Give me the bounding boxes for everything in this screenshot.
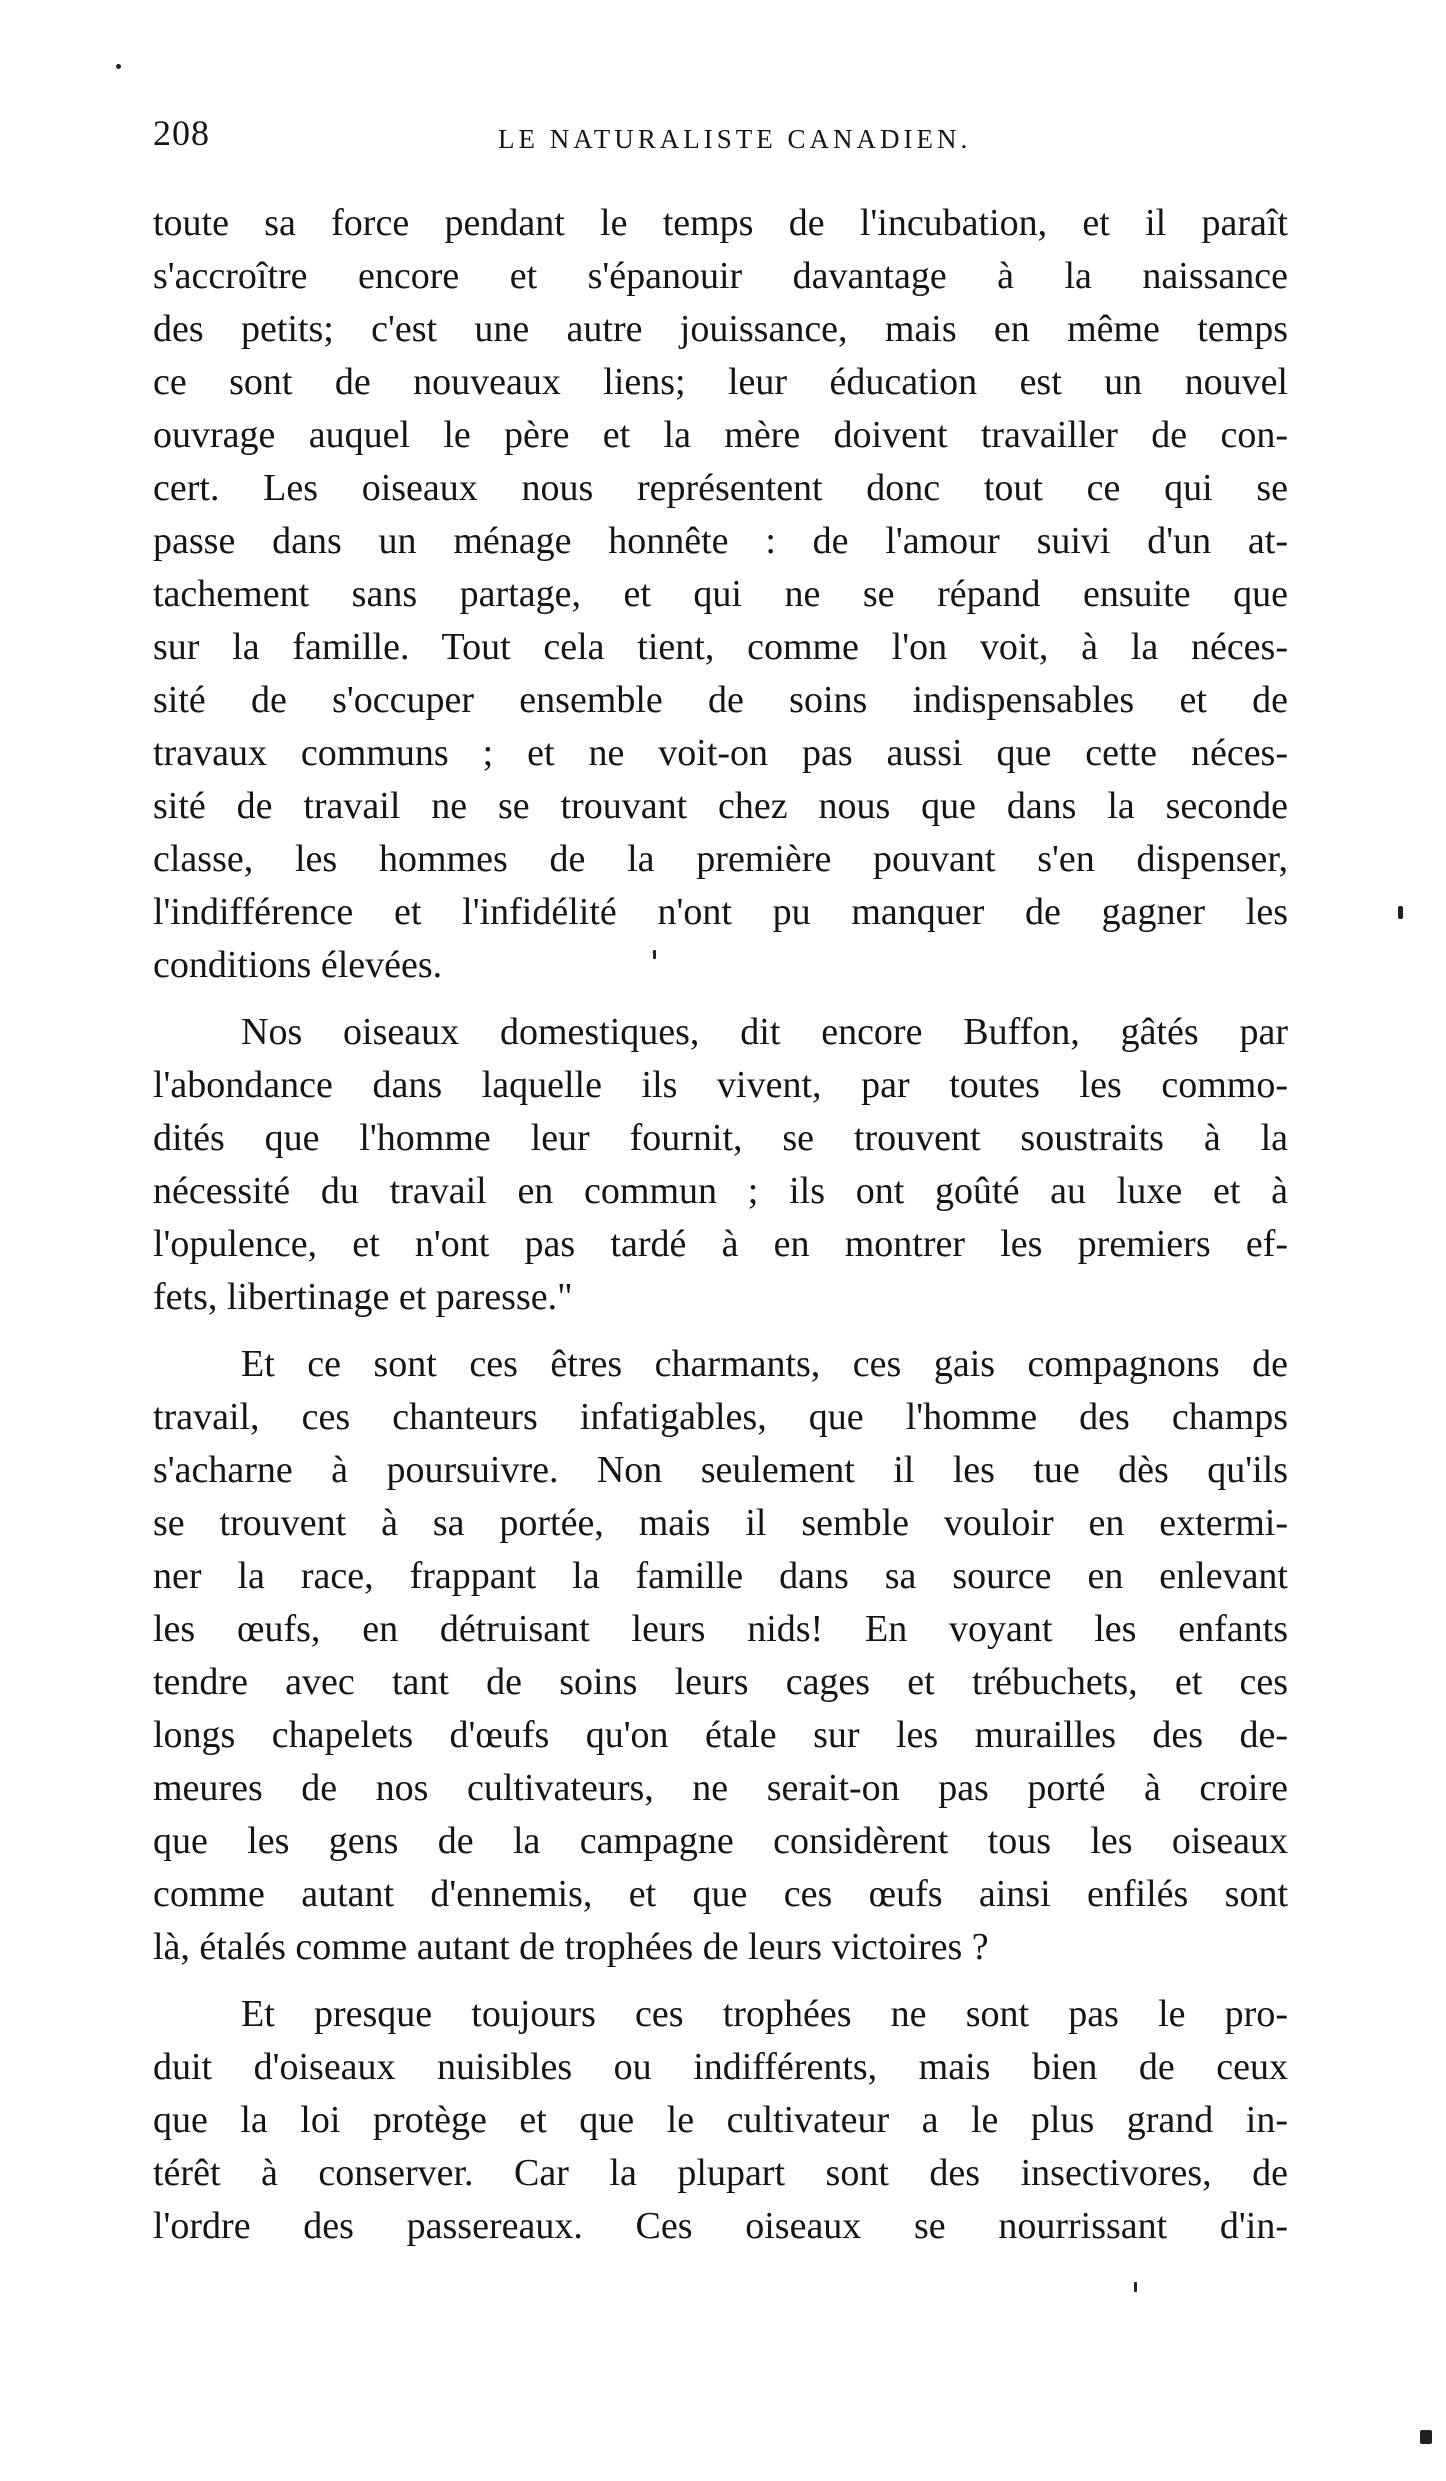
text-line: tachement sans partage, et qui ne se répand ensuite que (153, 573, 1288, 615)
text-line: que les gens de la campagne considèrent tous les oiseaux (153, 1820, 1288, 1862)
scan-speck (1134, 2282, 1137, 2292)
running-title: LE NATURALISTE CANADIEN. (498, 124, 972, 154)
text-line: l'abondance dans laquelle ils vivent, par toutes les commo- (153, 1064, 1288, 1106)
text-line: l'opulence, et n'ont pas tardé à en montrer les premiers ef- (153, 1223, 1288, 1265)
text-line: l'indifférence et l'infidélité n'ont pu manquer de gagner les (153, 891, 1288, 933)
text-line: sité de s'occuper ensemble de soins indispensables et de (153, 679, 1288, 721)
paragraph (153, 1338, 1288, 1974)
text-line: comme autant d'ennemis, et que ces œufs ainsi enfilés sont (153, 1873, 1288, 1915)
page-header (153, 112, 1288, 172)
text-line: meures de nos cultivateurs, ne serait-on pas porté à croire (153, 1767, 1288, 1809)
text-line: nécessité du travail en commun ; ils ont goûté au luxe et à (153, 1170, 1288, 1212)
scan-speck (116, 64, 121, 69)
text-line: des petits; c'est une autre jouissance, mais en même temps (153, 308, 1288, 350)
text-line: ce sont de nouveaux liens; leur éducation est un nouvel (153, 361, 1288, 403)
text-line: passe dans un ménage honnête : de l'amour suivi d'un at- (153, 520, 1288, 562)
paragraph (153, 1988, 1288, 2253)
text-line: sité de travail ne se trouvant chez nous que dans la seconde (153, 785, 1288, 827)
text-line: toute sa force pendant le temps de l'incubation, et il paraît (153, 202, 1288, 244)
paragraph (153, 1006, 1288, 1324)
body-text (153, 197, 1288, 2253)
text-line: l'ordre des passereaux. Ces oiseaux se nourrissant d'in- (153, 2205, 1288, 2247)
text-line: s'accroître encore et s'épanouir davantage à la naissance (153, 255, 1288, 297)
text-line: se trouvent à sa portée, mais il semble vouloir en extermi- (153, 1502, 1288, 1544)
paragraph-gap (153, 1974, 1288, 1988)
text-line: longs chapelets d'œufs qu'on étale sur les murailles des de- (153, 1714, 1288, 1756)
scan-speck (1420, 2430, 1432, 2444)
paragraph-gap (153, 1324, 1288, 1338)
text-line: fets, libertinage et paresse." (153, 1276, 573, 1318)
text-line: duit d'oiseaux nuisibles ou indifférents, mais bien de ceux (153, 2046, 1288, 2088)
scan-speck (1398, 906, 1403, 919)
text-line: Nos oiseaux domestiques, dit encore Buffon, gâtés par (241, 1011, 1288, 1053)
text-line: là, étalés comme autant de trophées de leurs victoires ? (153, 1926, 989, 1968)
text-line: travail, ces chanteurs infatigables, que l'homme des champs (153, 1396, 1288, 1438)
text-line: ner la race, frappant la famille dans sa source en enlevant (153, 1555, 1288, 1597)
paragraph (153, 197, 1288, 992)
text-line: Et ce sont ces êtres charmants, ces gais compagnons de (241, 1343, 1288, 1385)
text-line: térêt à conserver. Car la plupart sont des insectivores, de (153, 2152, 1288, 2194)
text-line: conditions élevées. (153, 944, 443, 986)
page-number: 208 (153, 113, 210, 153)
text-line: sur la famille. Tout cela tient, comme l'on voit, à la néces- (153, 626, 1288, 668)
paragraph-gap (153, 992, 1288, 1006)
text-line: dités que l'homme leur fournit, se trouvent soustraits à la (153, 1117, 1288, 1159)
text-line: classe, les hommes de la première pouvant s'en dispenser, (153, 838, 1288, 880)
text-line: cert. Les oiseaux nous représentent donc tout ce qui se (153, 467, 1288, 509)
text-line: travaux communs ; et ne voit-on pas aussi que cette néces- (153, 732, 1288, 774)
text-line: que la loi protège et que le cultivateur a le plus grand in- (153, 2099, 1288, 2141)
text-line: Et presque toujours ces trophées ne sont pas le pro- (241, 1993, 1288, 2035)
text-line: s'acharne à poursuivre. Non seulement il les tue dès qu'ils (153, 1449, 1288, 1491)
text-line: ouvrage auquel le père et la mère doivent travailler de con- (153, 414, 1288, 456)
text-line: les œufs, en détruisant leurs nids! En voyant les enfants (153, 1608, 1288, 1650)
text-line: tendre avec tant de soins leurs cages et trébuchets, et ces (153, 1661, 1288, 1703)
scan-speck (653, 950, 656, 959)
